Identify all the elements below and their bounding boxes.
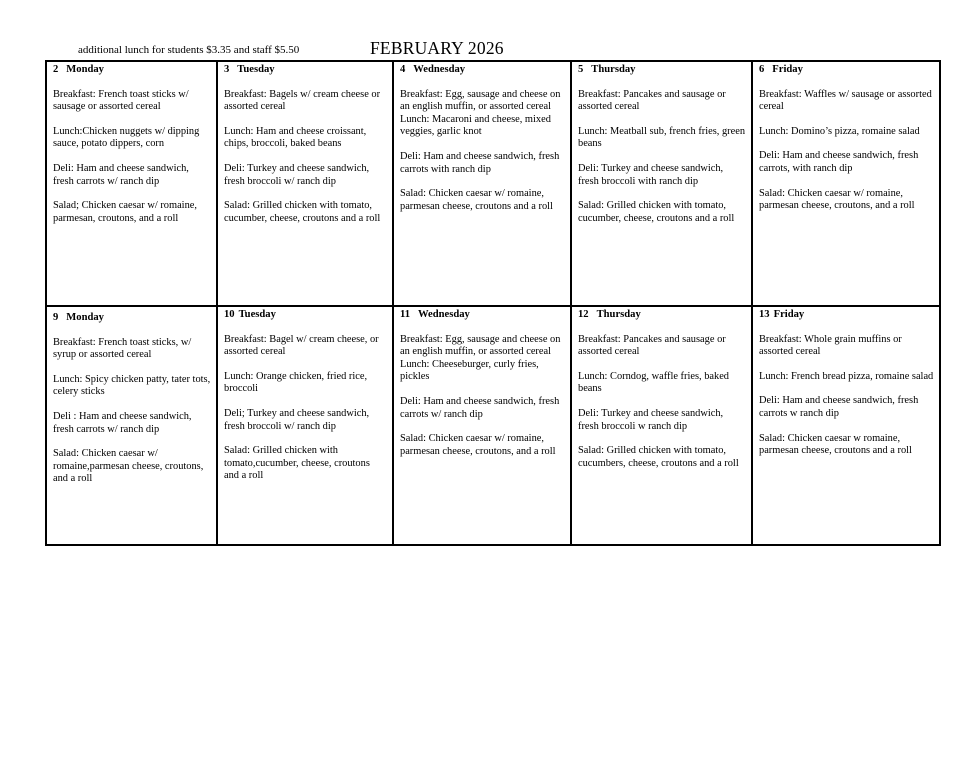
price-note: additional lunch for students $3.35 and staff $5.50 — [78, 44, 300, 56]
breakfast-item: Breakfast: Egg, sausage and cheese on an english muffin, or assorted cereal — [400, 88, 561, 113]
salad-item: Salad: Grilled chicken with tomato, cucumbers, cheese, croutons and a roll — [578, 445, 739, 469]
breakfast-item: Breakfast: Whole grain muffins or assorted cereal — [759, 333, 902, 358]
day-number: 6 — [759, 64, 765, 75]
day-header — [224, 309, 387, 322]
day-header — [759, 309, 934, 322]
deli-item: Deli: Ham and cheese sandwich, fresh carrots w ranch dip — [759, 395, 919, 419]
lunch-item: Lunch: Orange chicken, fried rice, broccoli — [224, 370, 368, 395]
day-name: Wednesday — [413, 64, 466, 75]
day-number: 2 — [53, 64, 59, 75]
deli-item: Deli : Ham and cheese sandwich, fresh carrots w/ ranch dip — [53, 410, 192, 435]
day-name: Monday — [66, 64, 104, 75]
salad-item: Salad: Chicken caesar w/ romaine, parmesan cheese, croutons, and a roll — [400, 433, 556, 457]
day-cell — [753, 62, 939, 307]
deli-item: Deli; Turkey and cheese sandwich, fresh broccoli w/ ranch dip — [224, 407, 370, 432]
day-header — [400, 64, 565, 77]
day-name: Monday — [66, 312, 104, 323]
lunch-item: Lunch: French bread pizza, romaine salad — [759, 370, 934, 382]
day-number: 3 — [224, 64, 230, 75]
menu-calendar — [45, 60, 941, 546]
day-name: Thursday — [591, 64, 636, 75]
day-cell — [572, 62, 753, 307]
deli-item: Deli: Ham and cheese sandwich, fresh carrots with ranch dip — [400, 150, 560, 175]
deli-item: Deli: Turkey and cheese sandwich, fresh broccoli w ranch dip — [578, 407, 724, 432]
salad-item: Salad: Chicken caesar w/ romaine,parmesan cheese, croutons, and a roll — [53, 448, 204, 485]
salad-item: Salad; Chicken caesar w/ romaine, parmesan, croutons, and a roll — [53, 200, 197, 224]
salad-item: Salad: Grilled chicken with tomato,cucumber, cheese, croutons and a roll — [224, 445, 370, 482]
day-header — [53, 64, 211, 77]
lunch-item: Lunch: Meatball sub, french fries, green beans — [578, 125, 746, 150]
lunch-item: Lunch: Domino’s pizza, romaine salad — [759, 125, 920, 137]
salad-item: Salad: Grilled chicken with tomato, cucumber, cheese, croutons and a roll — [224, 200, 381, 224]
day-name: Friday — [773, 309, 805, 320]
breakfast-item: Breakfast: Bagels w/ cream cheese or assorted cereal — [224, 88, 381, 113]
breakfast-item: Breakfast: French toast sticks, w/ syrup or assorted cereal — [53, 336, 192, 361]
day-name: Tuesday — [238, 309, 276, 320]
breakfast-item: Breakfast: Egg, sausage and cheese on an english muffin, or assorted cereal — [400, 333, 561, 358]
day-header — [224, 64, 387, 77]
day-cell — [394, 62, 572, 307]
lunch-item: Lunch: Macaroni and cheese, mixed veggies, garlic knot — [400, 113, 551, 138]
day-number: 13 — [759, 309, 770, 320]
day-cell — [394, 307, 572, 544]
lunch-item: Lunch: Spicy chicken patty, tater tots, celery sticks — [53, 373, 211, 398]
day-number: 10 — [224, 309, 235, 320]
deli-item: Deli: Turkey and cheese sandwich, fresh broccoli with ranch dip — [578, 162, 724, 187]
breakfast-item: Breakfast: Pancakes and sausage or assorted cereal — [578, 333, 726, 358]
breakfast-item: Breakfast: Bagel w/ cream cheese, or assorted cereal — [224, 333, 379, 358]
day-number: 9 — [53, 312, 59, 323]
day-cell — [218, 307, 394, 544]
salad-item: Salad: Chicken caesar w/ romaine, parmesan cheese, croutons and a roll — [400, 188, 553, 212]
breakfast-item: Breakfast: French toast sticks w/ sausage or assorted cereal — [53, 88, 189, 113]
day-name: Thursday — [596, 309, 641, 320]
lunch-item: Lunch: Ham and cheese croissant, chips, broccoli, baked beans — [224, 125, 367, 150]
lunch-item: Lunch:Chicken nuggets w/ dipping sauce, potato dippers, corn — [53, 125, 200, 150]
lunch-item: Lunch: Corndog, waffle fries, baked beans — [578, 370, 730, 395]
day-cell — [753, 307, 939, 544]
day-cell — [47, 307, 218, 544]
salad-item: Salad: Grilled chicken with tomato, cucumber, cheese, croutons and a roll — [578, 200, 735, 224]
deli-item: Deli: Ham and cheese sandwich, fresh carrots, with ranch dip — [759, 150, 919, 174]
day-number: 5 — [578, 64, 584, 75]
salad-item: Salad: Chicken caesar w/ romaine, parmesan cheese, croutons, and a roll — [759, 187, 915, 212]
day-header — [53, 312, 211, 325]
deli-item: Deli: Ham and cheese sandwich, fresh carrots w/ ranch dip — [53, 162, 189, 187]
day-number: 4 — [400, 64, 406, 75]
day-number: 11 — [400, 309, 411, 320]
day-header — [578, 309, 746, 322]
day-cell — [218, 62, 394, 307]
page-title: FEBRUARY 2026 — [370, 38, 504, 58]
deli-item: Deli: Turkey and cheese sandwich, fresh broccoli w/ ranch dip — [224, 162, 370, 187]
day-header — [578, 64, 746, 77]
day-name: Friday — [772, 64, 803, 75]
breakfast-item: Breakfast: Pancakes and sausage or assorted cereal — [578, 88, 726, 113]
day-name: Tuesday — [237, 64, 275, 75]
day-header — [400, 309, 565, 322]
day-number: 12 — [578, 309, 589, 320]
lunch-item: Lunch: Cheeseburger, curly fries, pickles — [400, 358, 539, 383]
salad-item: Salad: Chicken caesar w romaine, parmesan cheese, croutons and a roll — [759, 432, 912, 457]
day-cell — [47, 62, 218, 307]
breakfast-item: Breakfast: Waffles w/ sausage or assorted cereal — [759, 88, 932, 113]
deli-item: Deli: Ham and cheese sandwich, fresh carrots w/ ranch dip — [400, 395, 560, 420]
day-cell — [572, 307, 753, 544]
day-header — [759, 64, 934, 77]
day-name: Wednesday — [418, 309, 470, 320]
